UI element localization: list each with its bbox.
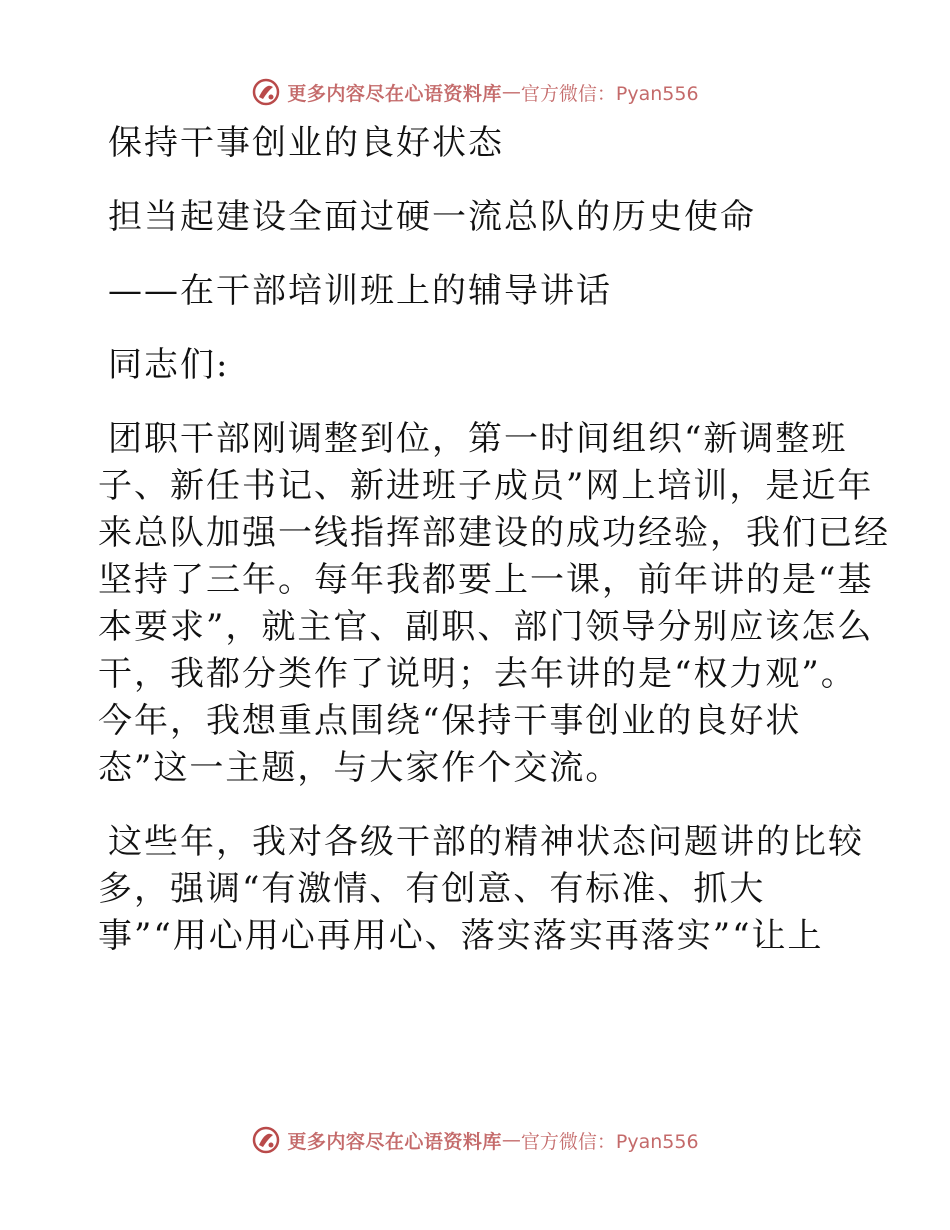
banner-wechat: 官方微信：Pyan556 (520, 1130, 699, 1153)
salutation: 同志们: (108, 345, 230, 385)
banner-text: 更多内容尽在心语资料库 (287, 1130, 502, 1153)
seal-logo-icon (251, 1125, 281, 1155)
header-banner (0, 72, 950, 112)
banner-wechat: 官方微信：Pyan556 (520, 82, 699, 105)
paragraph-line: 事”“用心用心再用心、落实落实再落实”“让上 (98, 916, 824, 956)
paragraph-line: 来总队加强一线指挥部建设的成功经验，我们已经 (98, 513, 890, 553)
banner-separator: — (501, 81, 521, 103)
document-title: 保持干事创业的良好状态 (108, 123, 504, 163)
paragraph-line: 团职干部刚调整到位，第一时间组织“新调整班 (108, 419, 848, 459)
document-occasion: ——在干部培训班上的辅导讲话 (108, 271, 612, 311)
paragraph-line: 态”这一主题，与大家作个交流。 (98, 748, 622, 788)
paragraph-line: 坚持了三年。每年我都要上一课，前年讲的是“基 (98, 560, 874, 600)
paragraph-line: 这些年，我对各级干部的精神状态问题讲的比较 (108, 822, 864, 862)
paragraph-line: 今年，我想重点围绕“保持干事创业的良好状 (98, 701, 802, 741)
banner-text: 更多内容尽在心语资料库 (287, 82, 502, 105)
paragraph-line: 本要求”，就主官、副职、部门领导分别应该怎么 (98, 607, 874, 647)
footer-banner (0, 1120, 950, 1160)
paragraph-line: 多，强调“有激情、有创意、有标准、抓大 (98, 869, 766, 909)
seal-logo-icon (251, 77, 281, 107)
paragraph-2 (98, 819, 864, 960)
paragraph-line: 子、新任书记、新进班子成员”网上培训，是近年 (98, 466, 874, 506)
paragraph-line: 干，我都分类作了说明；去年讲的是“权力观”。 (98, 654, 857, 694)
document-subtitle: 担当起建设全面过硬一流总队的历史使命 (108, 197, 756, 237)
banner-separator: — (501, 1129, 521, 1151)
paragraph-1 (98, 416, 890, 792)
document-body (98, 120, 890, 960)
